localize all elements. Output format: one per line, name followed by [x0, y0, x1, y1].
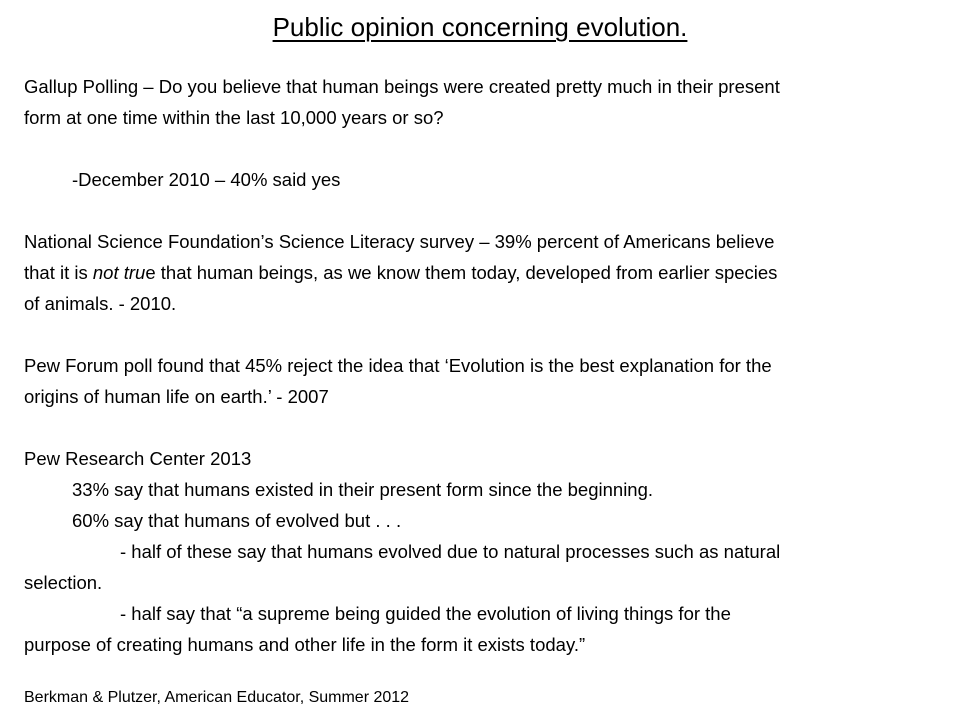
slide-body	[24, 71, 944, 660]
nsf-line-2	[24, 257, 944, 288]
citation-footer: Berkman & Plutzer, American Educator, Summer 2012	[24, 689, 410, 706]
spacer	[24, 319, 944, 350]
spacer	[24, 195, 944, 226]
nsf-line-2-start: that it is	[24, 262, 93, 283]
spacer	[24, 133, 944, 164]
pew-research-sub-2-line-2: purpose of creating humans and other life in the form it exists today.”	[24, 634, 586, 655]
nsf-line-2-end: e that human beings, as we know them today, developed from earlier species	[145, 262, 778, 283]
pew-research-sub-2-line-1: - half say that “a supreme being guided the evolution of living things for the	[120, 603, 731, 624]
pew-forum-section	[24, 350, 944, 412]
pew-forum-line-2: origins of human life on earth.’ - 2007	[24, 386, 329, 407]
gallup-question-line-1: Gallup Polling – Do you believe that human beings were created pretty much in their present	[24, 76, 780, 97]
gallup-section	[24, 71, 944, 195]
pew-research-item-2: 60% say that humans of evolved but . . .	[72, 510, 402, 531]
pew-research-section	[24, 443, 944, 660]
spacer	[24, 412, 944, 443]
nsf-emphasis: not tru	[92, 262, 146, 283]
pew-research-item-1: 33% say that humans existed in their present form since the beginning.	[72, 479, 654, 500]
pew-forum-line-1: Pew Forum poll found that 45% reject the idea that ‘Evolution is the best explanation for the	[24, 355, 772, 376]
pew-research-heading: Pew Research Center 2013	[24, 448, 252, 469]
pew-research-sub-1-line-2: selection.	[24, 572, 103, 593]
gallup-result: -December 2010 – 40% said yes	[72, 169, 341, 190]
gallup-question-line-2: form at one time within the last 10,000 years or so?	[24, 107, 444, 128]
nsf-line-3: of animals. - 2010.	[24, 293, 177, 314]
pew-research-sub-1-line-1: - half of these say that humans evolved due to natural processes such as natural	[120, 541, 781, 562]
slide-title: Public opinion concerning evolution.	[272, 12, 688, 42]
nsf-line-1: National Science Foundation’s Science Literacy survey – 39% percent of Americans believe	[24, 231, 775, 252]
nsf-section	[24, 226, 944, 319]
